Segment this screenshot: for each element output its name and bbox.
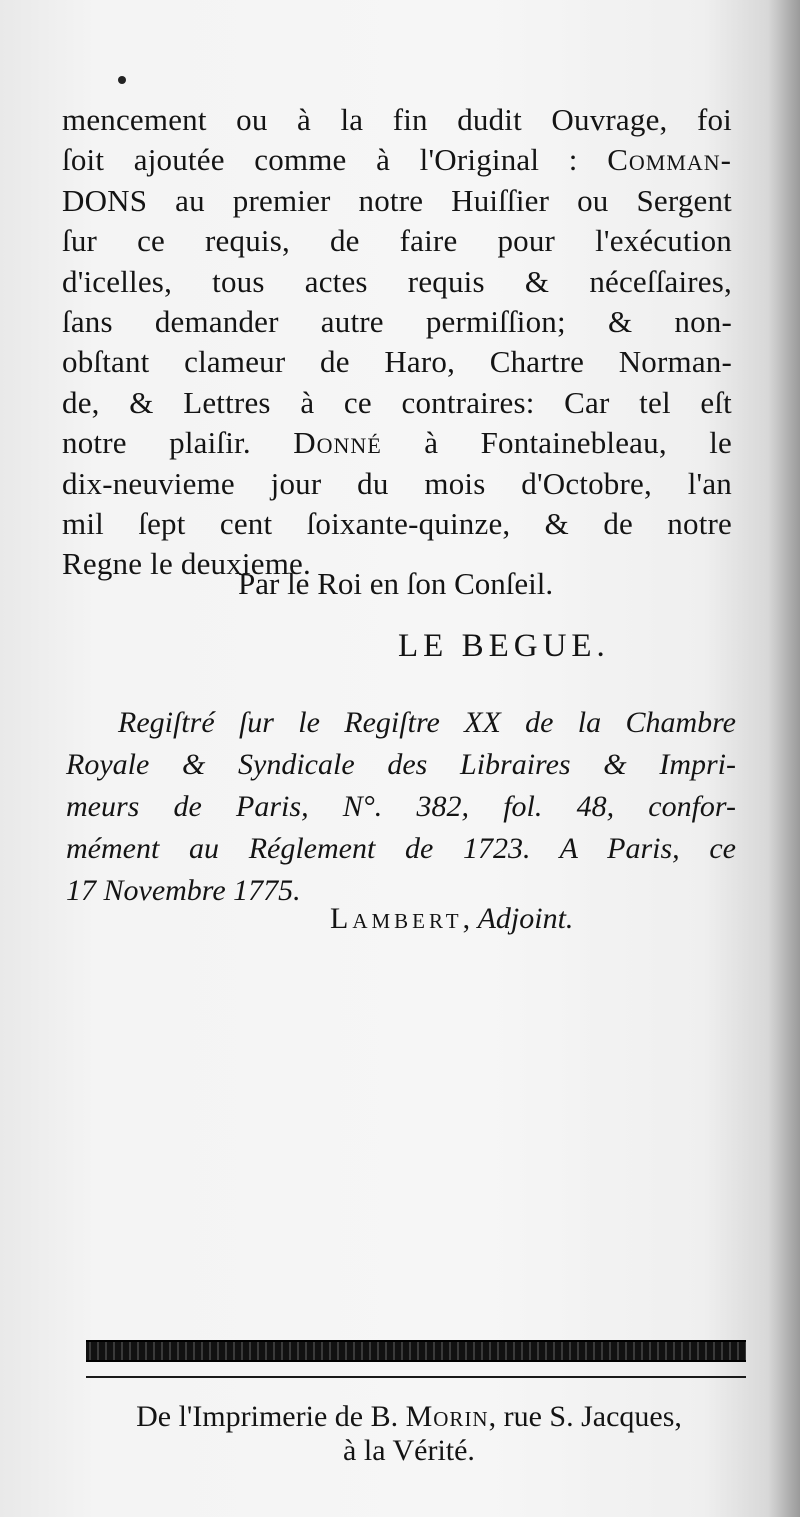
adjoint-name: Lambert — [330, 902, 463, 935]
imprint-fragment: De l'Imprimerie de B. — [136, 1400, 406, 1433]
imprint-line: à la Vérité. — [343, 1434, 475, 1467]
registration-line: Regiſtré ſur le Regiſtre XX de la Chambre — [118, 706, 736, 739]
text-line: ſans demander autre permiſſion; & non- — [62, 303, 732, 339]
text-fragment: à Fontainebleau, le — [381, 425, 732, 461]
text-line — [62, 140, 732, 180]
command-word: Comman- — [607, 142, 732, 178]
ink-speck — [118, 76, 126, 84]
text-line: mil ſept cent ſoixante-quinze, & de notre — [62, 505, 732, 541]
text-line: d'icelles, tous actes requis & néceſſaires, — [62, 263, 732, 299]
decree-text — [62, 100, 732, 585]
divider-line — [86, 1376, 746, 1378]
ornamental-rule — [86, 1340, 746, 1362]
adjoint-role: Adjoint. — [477, 902, 574, 935]
printer-name: Morin — [405, 1400, 489, 1433]
adjoint-separator: , — [462, 902, 478, 935]
text-fragment: notre plaiſir. — [62, 425, 294, 461]
printer-imprint — [64, 1400, 754, 1468]
text-line: Regne le deuxieme. — [62, 546, 311, 582]
text-line: ſur ce requis, de faire pour l'exécution — [62, 223, 732, 259]
text-line: obſtant clameur de Haro, Chartre Norman- — [62, 344, 732, 380]
registration-note — [66, 702, 736, 912]
signer-name: LE BEGUE. — [398, 628, 610, 664]
registration-line: 17 Novembre 1775. — [66, 874, 301, 907]
show-through-bleed — [60, 930, 740, 1330]
registration-line: mément au Réglement de 1723. A Paris, ce — [66, 832, 736, 865]
text-line: dix-neuvieme jour du mois d'Octobre, l'an — [62, 465, 732, 501]
imprint-line — [64, 1400, 754, 1434]
text-line: de, & Lettres à ce contraires: Car tel eſt — [62, 384, 732, 420]
imprint-fragment: , rue S. Jacques, — [488, 1400, 682, 1433]
registration-line: Royale & Syndicale des Libraires & Impri- — [66, 748, 736, 781]
given-word: Donné — [293, 425, 382, 461]
text-line — [62, 423, 732, 463]
text-line: mencement ou à la fin dudit Ouvrage, foi — [62, 102, 732, 137]
by-the-king-line: Par le Roi en ſon Conſeil. — [238, 566, 554, 601]
registration-line: meurs de Paris, N°. 382, fol. 48, confor- — [66, 790, 736, 823]
text-fragment: ſoit ajoutée comme à l'Original : — [62, 142, 608, 178]
text-line: DONS au premier notre Huiſſier ou Sergent — [62, 182, 732, 218]
